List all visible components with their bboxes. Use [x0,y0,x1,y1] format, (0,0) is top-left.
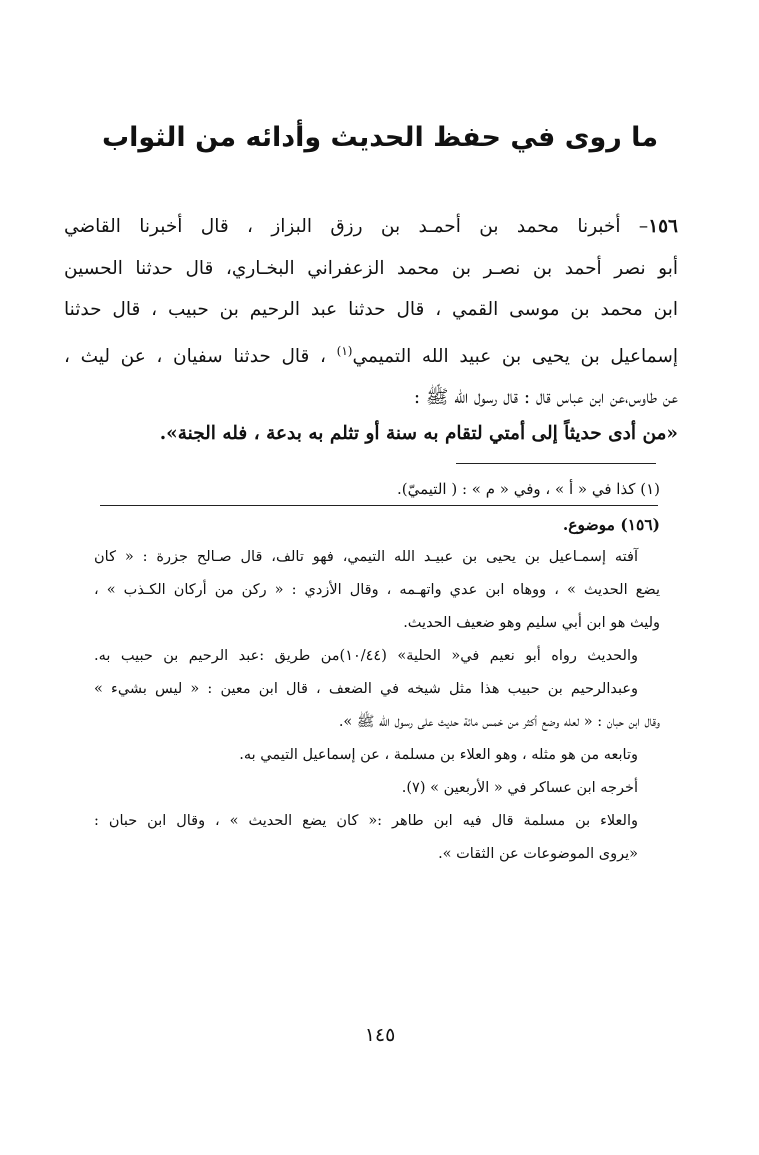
page-number: ١٤٥ [364,1024,396,1046]
footnote-1: (١) كذا في « أ » ، وفي « م » : ( التيميّ). [396,480,660,498]
hadith-line-1-text: – أخبرنا محمد بن أحمـد بن رزق البزاز ، قال أخبرنا القاضي [64,216,649,237]
note-line-10: «يروى الموضوعات عن الثقات ». [438,846,638,862]
hadith-line-4-tail: ، قال حدثنا سفيان ، عن ليث ، [64,345,337,367]
note-line-9: والعلاء بن مسلمة قال فيه ابن طاهر :« كان يضع الحديث » ، وقال ابن حبان : [94,813,638,829]
hadith-text [64,206,678,419]
page-title: ما روى في حفظ الحديث وأدائه من الثواب [101,122,659,153]
hadith-number: ١٥٦ [648,216,678,237]
notes-divider [100,505,658,506]
note-line-2: يضع الحديث » ، ووهاه ابن عدي واتهـمه ، وقال الأزدي : « ركن من أركان الكـذب » ، [94,582,660,598]
note-line-4: والحديث رواه أبو نعيم في« الحلية» (١٠/٤٤)من طريق :عبد الرحيم بن حبيب به. [94,648,638,664]
notes-title: (١٥٦) موضوع. [562,515,660,534]
footnote-marker[interactable]: (١) [336,343,353,358]
footnote-divider [456,463,656,464]
notes-body [94,541,660,871]
hadith-line-4 [64,331,678,378]
hadith-line-1 [64,206,678,248]
note-line-6: وقال ابن حبان : « لعله وضع أكثر من خمس مائة حديث على رسول الله ﷺ ». [338,714,660,730]
note-line-1: آفته إسمـاعيل بن يحيى بن عبيـد الله التيمي، فهو تالف، قال صـالح جزرة : « كان [94,549,638,565]
note-line-7: وتابعه من هو مثله ، وهو العلاء بن مسلمة ، عن إسماعيل التيمي به. [239,747,638,763]
hadith-line-5: عن طاوس،عن ابن عباس قال : قال رسول الله ﷺ : [413,387,678,409]
note-line-5: وعبدالرحيم بن حبيب هذا مثل شيخه في الضعف ، قال ابن معين : « ليس بشيء » [94,681,638,697]
hadith-quote: «من أدى حديثاً إلى أمتي لتقام به سنة أو تثلم به بدعة ، فله الجنة». [159,423,678,444]
hadith-line-2: أبو نصر أحمد بن نصـر بن محمد الزعفراني البخـاري، قال حدثنا الحسين [64,257,678,279]
note-line-8: أخرجه ابن عساكر في « الأربعين » (٧). [401,780,638,796]
hadith-line-3: ابن محمد بن موسى القمي ، قال حدثنا عبد الرحيم بن حبيب ، قال حدثنا [64,299,678,320]
note-line-3: وليث هو ابن أبي سليم وهو ضعيف الحديث. [403,615,660,631]
hadith-line-4-text: إسماعيل بن يحيى بن عبيد الله التميمي [352,345,678,367]
